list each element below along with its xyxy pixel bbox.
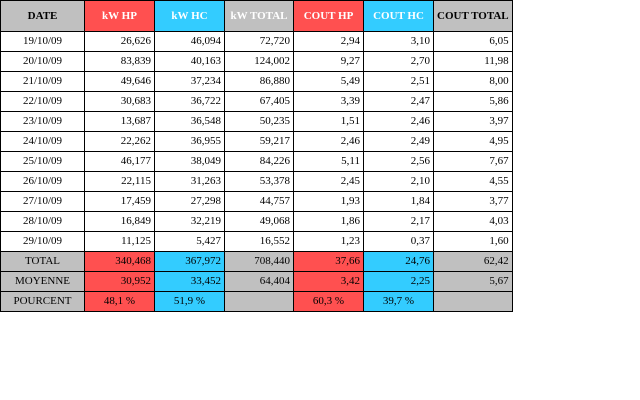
cell-cout-hc: 2,70 xyxy=(364,52,434,72)
cell-cout-total: 8,00 xyxy=(434,72,513,92)
cell-kw-hp: 26,626 xyxy=(85,32,155,52)
cell-kw-total: 67,405 xyxy=(225,92,294,112)
cell-kw-hc: 36,722 xyxy=(155,92,225,112)
table-row xyxy=(1,212,513,232)
cell-kw-hc: 46,094 xyxy=(155,32,225,52)
cell-kw-total: 53,378 xyxy=(225,172,294,192)
cell-cout-hc: 2,51 xyxy=(364,72,434,92)
table-row xyxy=(1,92,513,112)
cell-kw-total: 84,226 xyxy=(225,152,294,172)
moyenne-cout-hc: 2,25 xyxy=(364,272,434,292)
pourcent-cout-total xyxy=(434,292,513,312)
table-row xyxy=(1,192,513,212)
cell-date: 20/10/09 xyxy=(1,52,85,72)
cell-cout-hp: 1,51 xyxy=(294,112,364,132)
cell-date: 21/10/09 xyxy=(1,72,85,92)
cell-cout-total: 11,98 xyxy=(434,52,513,72)
moyenne-label: MOYENNE xyxy=(1,272,85,292)
pourcent-label: POURCENT xyxy=(1,292,85,312)
cell-cout-hp: 5,49 xyxy=(294,72,364,92)
cell-cout-hp: 1,86 xyxy=(294,212,364,232)
total-cout-hc: 24,76 xyxy=(364,252,434,272)
cell-kw-total: 124,002 xyxy=(225,52,294,72)
cell-kw-hp: 11,125 xyxy=(85,232,155,252)
moyenne-kw-hp: 30,952 xyxy=(85,272,155,292)
header-date: DATE xyxy=(1,1,85,32)
cell-cout-hc: 2,49 xyxy=(364,132,434,152)
header-cout-hp: COUT HP xyxy=(294,1,364,32)
total-label: TOTAL xyxy=(1,252,85,272)
cell-kw-hc: 27,298 xyxy=(155,192,225,212)
cell-cout-hc: 0,37 xyxy=(364,232,434,252)
total-kw-hc: 367,972 xyxy=(155,252,225,272)
cell-kw-hc: 36,955 xyxy=(155,132,225,152)
cell-kw-total: 50,235 xyxy=(225,112,294,132)
cell-kw-hc: 40,163 xyxy=(155,52,225,72)
table-row xyxy=(1,112,513,132)
table-row xyxy=(1,52,513,72)
cell-date: 22/10/09 xyxy=(1,92,85,112)
header-cout-total: COUT TOTAL xyxy=(434,1,513,32)
cell-kw-total: 16,552 xyxy=(225,232,294,252)
cell-cout-hc: 2,56 xyxy=(364,152,434,172)
table-row xyxy=(1,132,513,152)
cell-kw-total: 49,068 xyxy=(225,212,294,232)
cell-cout-hp: 2,46 xyxy=(294,132,364,152)
cell-kw-hc: 37,234 xyxy=(155,72,225,92)
total-kw-hp: 340,468 xyxy=(85,252,155,272)
header-cout-hc: COUT HC xyxy=(364,1,434,32)
cell-date: 26/10/09 xyxy=(1,172,85,192)
header-row xyxy=(1,1,513,32)
cell-cout-total: 1,60 xyxy=(434,232,513,252)
cell-kw-hp: 13,687 xyxy=(85,112,155,132)
cell-cout-hc: 2,17 xyxy=(364,212,434,232)
cell-cout-hp: 1,93 xyxy=(294,192,364,212)
cell-cout-hc: 1,84 xyxy=(364,192,434,212)
cell-kw-hp: 22,262 xyxy=(85,132,155,152)
cell-cout-hc: 3,10 xyxy=(364,32,434,52)
cell-cout-hp: 1,23 xyxy=(294,232,364,252)
header-kw-total: kW TOTAL xyxy=(225,1,294,32)
total-kw-total: 708,440 xyxy=(225,252,294,272)
moyenne-cout-total: 5,67 xyxy=(434,272,513,292)
cell-kw-total: 59,217 xyxy=(225,132,294,152)
cell-kw-total: 86,880 xyxy=(225,72,294,92)
cell-kw-hp: 17,459 xyxy=(85,192,155,212)
pourcent-kw-hc: 51,9 % xyxy=(155,292,225,312)
moyenne-kw-hc: 33,452 xyxy=(155,272,225,292)
total-row xyxy=(1,252,513,272)
cell-kw-hp: 22,115 xyxy=(85,172,155,192)
cell-cout-total: 3,97 xyxy=(434,112,513,132)
cell-cout-hp: 2,94 xyxy=(294,32,364,52)
cell-kw-hp: 30,683 xyxy=(85,92,155,112)
moyenne-row xyxy=(1,272,513,292)
table-row xyxy=(1,172,513,192)
cell-cout-hp: 3,39 xyxy=(294,92,364,112)
pourcent-cout-hp: 60,3 % xyxy=(294,292,364,312)
cell-cout-total: 3,77 xyxy=(434,192,513,212)
moyenne-kw-total: 64,404 xyxy=(225,272,294,292)
cell-cout-hp: 5,11 xyxy=(294,152,364,172)
pourcent-kw-hp: 48,1 % xyxy=(85,292,155,312)
cell-date: 24/10/09 xyxy=(1,132,85,152)
pourcent-cout-hc: 39,7 % xyxy=(364,292,434,312)
total-cout-total: 62,42 xyxy=(434,252,513,272)
cell-kw-hc: 31,263 xyxy=(155,172,225,192)
header-kw-hc: kW HC xyxy=(155,1,225,32)
cell-kw-hc: 38,049 xyxy=(155,152,225,172)
table-row xyxy=(1,72,513,92)
cell-kw-hp: 46,177 xyxy=(85,152,155,172)
cell-cout-hp: 2,45 xyxy=(294,172,364,192)
cell-kw-total: 72,720 xyxy=(225,32,294,52)
cell-cout-hc: 2,46 xyxy=(364,112,434,132)
cell-cout-total: 7,67 xyxy=(434,152,513,172)
table-row xyxy=(1,232,513,252)
cell-cout-hc: 2,10 xyxy=(364,172,434,192)
cell-kw-hc: 36,548 xyxy=(155,112,225,132)
cell-date: 28/10/09 xyxy=(1,212,85,232)
pourcent-kw-total xyxy=(225,292,294,312)
cell-kw-hp: 16,849 xyxy=(85,212,155,232)
cell-date: 27/10/09 xyxy=(1,192,85,212)
header-kw-hp: kW HP xyxy=(85,1,155,32)
cell-cout-total: 4,95 xyxy=(434,132,513,152)
cell-kw-total: 44,757 xyxy=(225,192,294,212)
pourcent-row xyxy=(1,292,513,312)
cell-kw-hc: 5,427 xyxy=(155,232,225,252)
cell-kw-hp: 83,839 xyxy=(85,52,155,72)
cell-date: 29/10/09 xyxy=(1,232,85,252)
cell-cout-total: 6,05 xyxy=(434,32,513,52)
cell-kw-hc: 32,219 xyxy=(155,212,225,232)
cell-cout-total: 5,86 xyxy=(434,92,513,112)
cell-cout-hp: 9,27 xyxy=(294,52,364,72)
table-row xyxy=(1,32,513,52)
cell-cout-hc: 2,47 xyxy=(364,92,434,112)
cell-date: 25/10/09 xyxy=(1,152,85,172)
cell-date: 23/10/09 xyxy=(1,112,85,132)
total-cout-hp: 37,66 xyxy=(294,252,364,272)
cell-cout-total: 4,03 xyxy=(434,212,513,232)
cell-kw-hp: 49,646 xyxy=(85,72,155,92)
cell-cout-total: 4,55 xyxy=(434,172,513,192)
table-row xyxy=(1,152,513,172)
moyenne-cout-hp: 3,42 xyxy=(294,272,364,292)
cell-date: 19/10/09 xyxy=(1,32,85,52)
